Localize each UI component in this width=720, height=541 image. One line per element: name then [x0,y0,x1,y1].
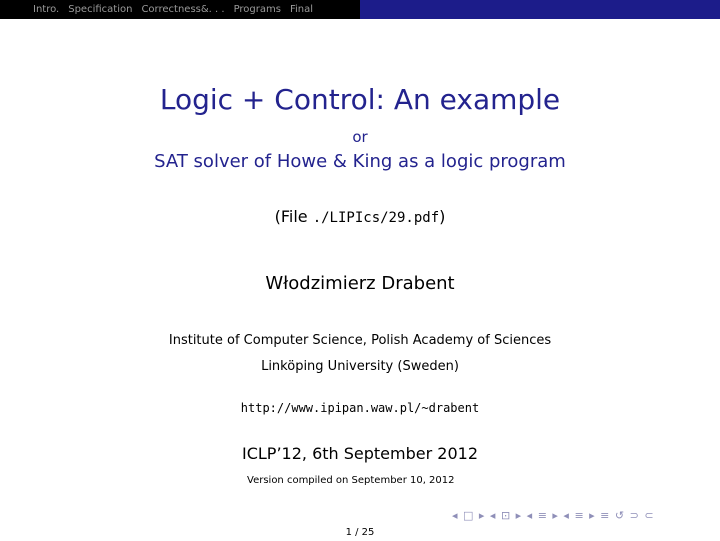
file-suffix: ) [439,207,446,226]
slide-title: Logic + Control: An example [159,83,561,116]
conference-date: ICLP’12, 6th September 2012 [242,444,478,463]
nav-section-programs[interactable]: Programs [233,4,281,15]
title-or: or [352,128,368,146]
slide-subtitle: SAT solver of Howe & King as a logic program [154,151,566,172]
file-reference [0,207,720,226]
beamer-nav-symbols[interactable]: ◂ □ ▸ ◂ ⊡ ▸ ◂ ≡ ▸ ◂ ≡ ▸ ≡ ↺ ⊃ ⊂ [452,509,655,522]
file-prefix: (File [274,207,313,226]
page-number: 1 / 25 [345,527,375,538]
section-nav [0,0,360,19]
nav-bar-accent [360,0,720,19]
nav-section-correctness[interactable]: Correctness&. . . [141,4,225,15]
nav-section-specification[interactable]: Specification [68,4,133,15]
version-note: Version compiled on September 10, 2012 [247,475,455,486]
institute-line-1: Institute of Computer Science, Polish Academy of Sciences [168,333,552,348]
navigation-bar [0,0,720,19]
author-name: Włodzimierz Drabent [265,273,455,294]
institute-line-2: Linköping University (Sweden) [261,359,459,374]
nav-section-intro[interactable]: Intro. [33,4,60,15]
nav-section-final[interactable]: Final [289,4,314,15]
author-url[interactable]: http://www.ipipan.waw.pl/~drabent [240,401,480,415]
file-path: ./LIPIcs/29.pdf [312,210,440,226]
